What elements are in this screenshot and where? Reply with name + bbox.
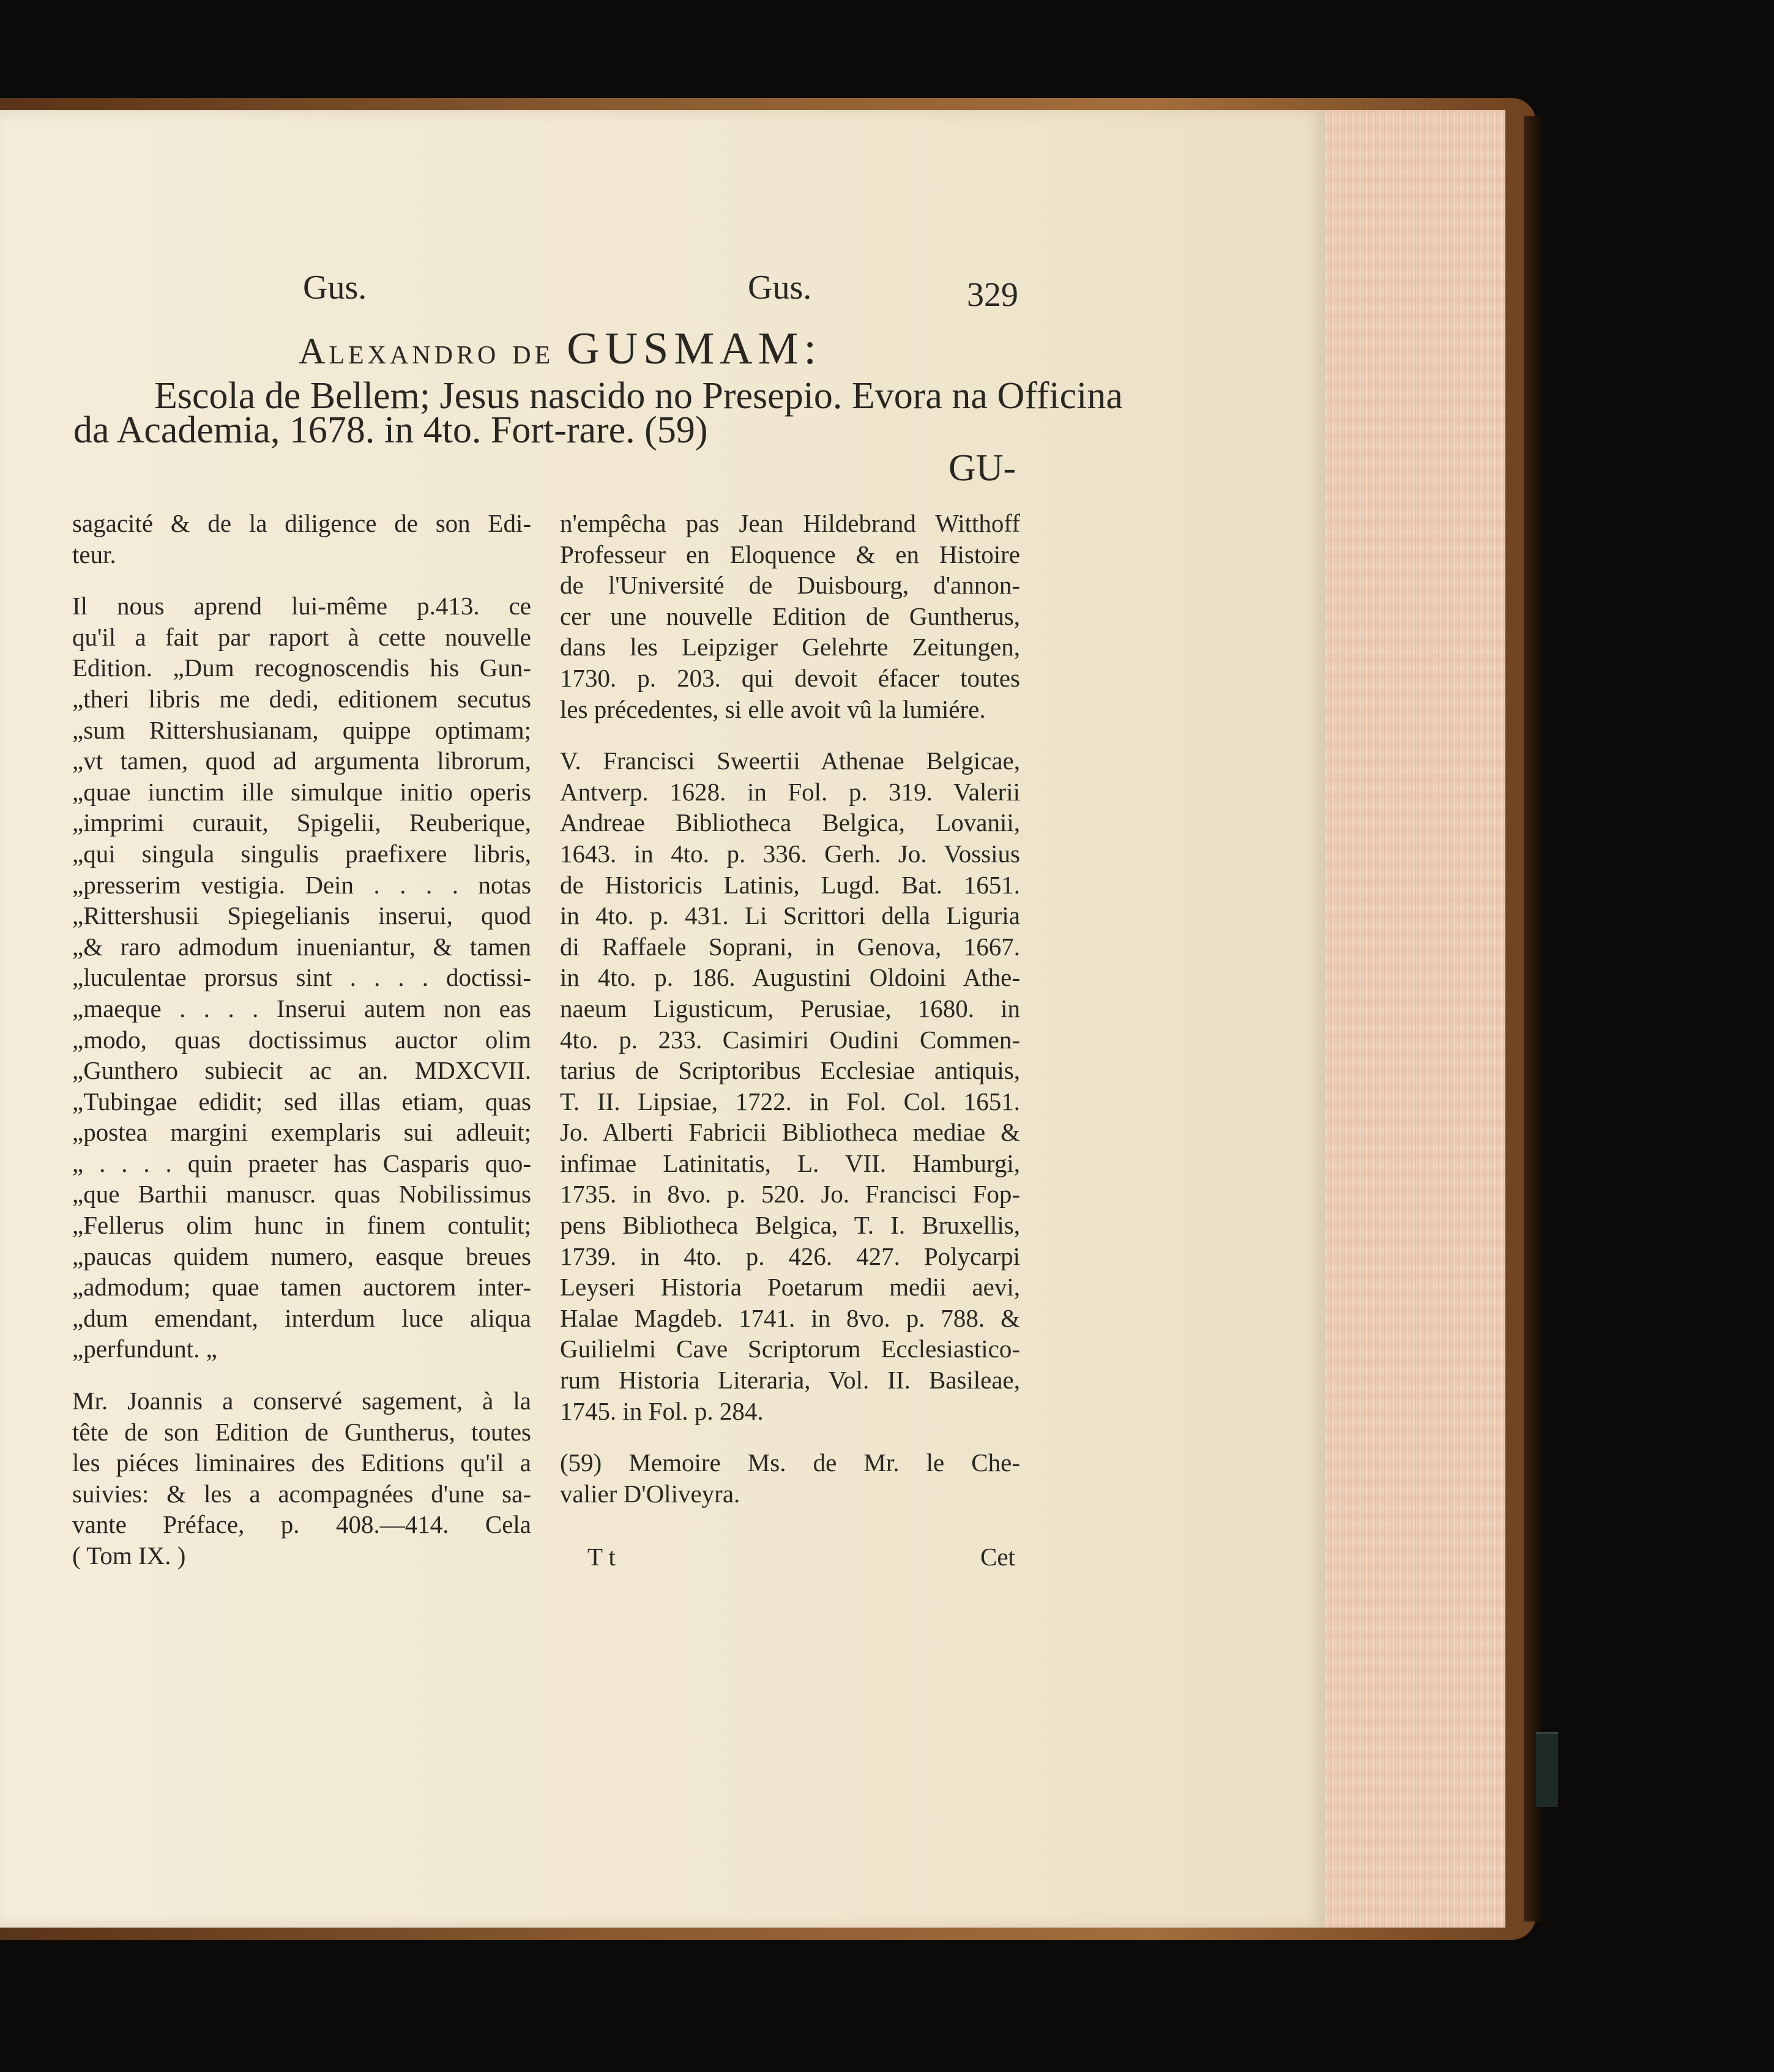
text-line: „postea margini exemplaris sui adleuit; bbox=[72, 1118, 531, 1147]
page-edges-texture bbox=[1322, 110, 1505, 1928]
text-line: „paucas quidem numero, easque breues bbox=[72, 1242, 531, 1270]
text-line: 4to. p. 233. Casimiri Oudini Commen- bbox=[560, 1025, 1020, 1054]
running-head-center: Gus. bbox=[748, 269, 812, 307]
text-line: „Rittershusii Spiegelianis inserui, quod bbox=[72, 901, 531, 930]
catchword-top: GU- bbox=[948, 447, 1016, 489]
text-line: infimae Latinitatis, L. VII. Hamburgi, bbox=[560, 1149, 1020, 1177]
text-line: de Historicis Latinis, Lugd. Bat. 1651. bbox=[560, 870, 1020, 899]
text-line: „que Barthii manuscr. quas Nobilissimus bbox=[72, 1180, 531, 1209]
text-line: Guilielmi Cave Scriptorum Ecclesiastico- bbox=[560, 1335, 1020, 1363]
text-line: „maeque . . . . Inserui autem non eas bbox=[72, 994, 531, 1023]
text-line: Professeur en Eloquence & en Histoire bbox=[560, 540, 1020, 568]
text-line: 1739. in 4to. p. 426. 427. Polycarpi bbox=[560, 1242, 1020, 1270]
text-line: tête de son Edition de Guntherus, toutes bbox=[72, 1417, 531, 1446]
text-line: Mr. Joannis a conservé sagement, à la bbox=[72, 1387, 531, 1415]
text-line: n'empêcha pas Jean Hildebrand Witthoff bbox=[560, 509, 1020, 537]
text-line: „presserim vestigia. Dein . . . . notas bbox=[72, 870, 531, 899]
text-line: sagacité & de la diligence de son Edi- bbox=[72, 509, 531, 537]
text-line: „ . . . . quin praeter has Casparis quo- bbox=[72, 1149, 531, 1177]
text-line: cer une nouvelle Edition de Guntherus, bbox=[560, 602, 1020, 630]
text-line: „sum Rittershusianam, quippe optimam; bbox=[72, 715, 531, 744]
text-line: valier D'Oliveyra. bbox=[560, 1479, 740, 1508]
text-line: „luculentae prorsus sint . . . . doctissi- bbox=[72, 963, 531, 992]
entry-line-2: da Academia, 1678. in 4to. Fort-rare. (59) bbox=[73, 409, 708, 451]
paragraph-gap bbox=[72, 570, 531, 591]
text-line: „& raro admodum inueniantur, & tamen bbox=[72, 932, 531, 961]
book-corner-tab bbox=[1536, 1732, 1558, 1807]
text-line: „admodum; quae tamen auctorem inter- bbox=[72, 1273, 531, 1302]
text-line: di Raffaele Soprani, in Genova, 1667. bbox=[560, 932, 1020, 961]
text-line: Jo. Alberti Fabricii Bibliotheca mediae & bbox=[560, 1118, 1020, 1147]
text-line: Halae Magdeb. 1741. in 8vo. p. 788. & bbox=[560, 1303, 1020, 1332]
text-line: „Gunthero subiecit ac an. MDXCVII. bbox=[72, 1056, 531, 1085]
entry-line-1: Escola de Bellem; Jesus nascido no Presepio. Evora na Officina bbox=[154, 375, 1123, 417]
text-line: V. Francisci Sweertii Athenae Belgicae, bbox=[560, 747, 1020, 775]
text-line: „quae iunctim ille simulque initio operis bbox=[72, 777, 531, 806]
text-line: les précedentes, si elle avoit vû la lumiére. bbox=[560, 695, 986, 723]
text-line: rum Historia Literaria, Vol. II. Basileae, bbox=[560, 1366, 1020, 1395]
entry-title bbox=[299, 323, 822, 375]
text-line: „qui singula singulis praefixere libris, bbox=[72, 839, 531, 868]
text-line: les piéces liminaires des Editions qu'il a bbox=[72, 1448, 531, 1477]
text-line: „perfundunt. „ bbox=[72, 1335, 217, 1363]
text-line: in 4to. p. 186. Augustini Oldoini Athe- bbox=[560, 963, 1020, 992]
text-line: in 4to. p. 431. Li Scrittori della Liguria bbox=[560, 901, 1020, 930]
text-line: „imprimi curauit, Spigelii, Reuberique, bbox=[72, 808, 531, 837]
text-line: dans les Leipziger Gelehrte Zeitungen, bbox=[560, 633, 1020, 661]
text-line: „vt tamen, quod ad argumenta librorum, bbox=[72, 747, 531, 775]
text-line: „theri libris me dedi, editionem secutus bbox=[72, 684, 531, 713]
text-line: 1643. in 4to. p. 336. Gerh. Jo. Vossius bbox=[560, 839, 1020, 868]
text-line: de l'Université de Duisbourg, d'annon- bbox=[560, 571, 1020, 600]
text-line: naeum Ligusticum, Perusiae, 1680. in bbox=[560, 994, 1020, 1023]
text-line: 1730. p. 203. qui devoit éfacer toutes bbox=[560, 663, 1020, 692]
paragraph-gap bbox=[560, 725, 1020, 745]
signature-mark: T t bbox=[587, 1543, 616, 1571]
book-spine-edge bbox=[1524, 116, 1542, 1921]
text-line: vante Préface, p. 408.—414. Cela bbox=[72, 1510, 531, 1539]
catchword-bottom: Cet bbox=[980, 1543, 1015, 1571]
text-line: „Fellerus olim hunc in finem contulit; bbox=[72, 1211, 531, 1240]
text-line: pens Bibliotheca Belgica, T. I. Bruxellis, bbox=[560, 1211, 1020, 1240]
text-line: T. II. Lipsiae, 1722. in Fol. Col. 1651. bbox=[560, 1087, 1020, 1116]
paragraph-gap bbox=[560, 1426, 1020, 1447]
left-column bbox=[72, 508, 531, 1571]
text-line: Edition. „Dum recognoscendis his Gun- bbox=[72, 654, 531, 682]
page-number: 329 bbox=[967, 276, 1018, 314]
text-line: tarius de Scriptoribus Ecclesiae antiquis, bbox=[560, 1056, 1020, 1085]
entry-title-surname: GUSMAM: bbox=[567, 324, 822, 374]
text-line: Andreae Bibliotheca Belgica, Lovanii, bbox=[560, 808, 1020, 837]
text-line: 1735. in 8vo. p. 520. Jo. Francisci Fop- bbox=[560, 1180, 1020, 1209]
text-line: (59) Memoire Ms. de Mr. le Che- bbox=[560, 1448, 1020, 1477]
text-line: qu'il a fait par raport à cette nouvelle bbox=[72, 622, 531, 651]
text-line: teur. bbox=[72, 540, 116, 568]
text-line: ( Tom IX. ) bbox=[72, 1541, 186, 1570]
text-line: 1745. in Fol. p. 284. bbox=[560, 1396, 764, 1425]
text-line: Antverp. 1628. in Fol. p. 319. Valerii bbox=[560, 777, 1020, 806]
page-edges bbox=[1322, 110, 1505, 1928]
text-line: „modo, quas doctissimus auctor olim bbox=[72, 1025, 531, 1054]
paragraph-gap bbox=[72, 1365, 531, 1385]
text-line: Leyseri Historia Poetarum medii aevi, bbox=[560, 1273, 1020, 1302]
text-line: „dum emendant, interdum luce aliqua bbox=[72, 1303, 531, 1332]
running-head-left: Gus. bbox=[303, 269, 367, 307]
text-line: „Tubingae edidit; sed illas etiam, quas bbox=[72, 1087, 531, 1116]
right-column bbox=[560, 508, 1020, 1509]
text-line: suivies: & les a acompagnées d'une sa- bbox=[72, 1479, 531, 1508]
text-line: Il nous aprend lui-même p.413. ce bbox=[72, 592, 531, 620]
entry-title-name: Alexandro de bbox=[299, 331, 567, 371]
